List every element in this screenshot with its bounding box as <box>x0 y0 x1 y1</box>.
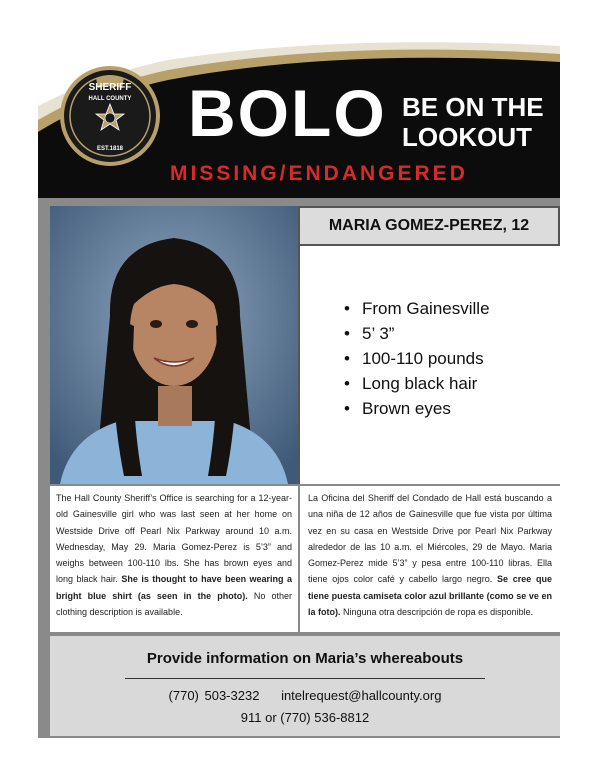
phone-number: (770) 503-3232 <box>168 688 260 703</box>
person-facts <box>298 246 560 484</box>
svg-text:EST.1818: EST.1818 <box>96 146 124 152</box>
sheriff-badge-icon <box>60 66 160 166</box>
person-name: MARIA GOMEZ-PEREZ, 12 <box>328 217 530 234</box>
emergency-phone: 911 or (770) 536-8812 <box>240 710 370 725</box>
call-to-action: Provide information on Maria’s whereabouts <box>146 650 464 667</box>
be-on-the-lookout <box>402 92 544 152</box>
be-on-the-label: BE ON THE <box>402 92 544 122</box>
bolo-flyer <box>38 40 560 738</box>
bullet-icon: • <box>344 349 350 368</box>
english-description: The Hall County Sheriff’s Office is searching for a 12-year-old Gainesville girl who was last seen at her home on Westside Drive off Pearl Nix Parkway around 10 a.m. Wednesday, May 29. Maria Gomez-Perez is 5’3” and weighs between 100-110 lbs. She has brown eyes and long black hair. She is thought to have been wearing a bright blue shirt (as seen in the photo). No other clothing description is available. <box>50 486 298 632</box>
fact-hometown: • From Gainesville <box>344 296 490 321</box>
person-name-box <box>298 206 560 246</box>
email-address: intelrequest@hallcounty.org <box>281 688 442 703</box>
contact-footer <box>50 636 560 736</box>
bolo-title: BOLO <box>188 76 387 150</box>
contact-line-1 <box>50 688 560 703</box>
fact-weight: • 100-110 pounds <box>344 346 490 371</box>
lookout-label: LOOKOUT <box>402 122 532 152</box>
status-banner: MISSING/ENDANGERED <box>170 162 468 185</box>
bullet-icon: • <box>344 374 350 393</box>
svg-text:HALL COUNTY: HALL COUNTY <box>88 96 132 102</box>
spanish-description: La Oficina del Sheriff del Condado de Hall está buscando a una niña de 12 años de Gainesville que fue vista por última vez en su casa en Westside Drive por Pearl Nix Parkway alrededor de las 10 a.m. el Miércoles, 29 de Mayo. Maria Gomez-Perez mide 5’3” y pesa entre 100-110 libras. Ella tiene ojos color café y cabello largo negro. Se cree que tiene puesta camiseta color azul brillante (como se ve en la foto). Ninguna otra descripción de ropa es disponible. <box>300 486 560 632</box>
bullet-icon: • <box>344 324 350 343</box>
bullet-icon: • <box>344 399 350 418</box>
fact-hair: • Long black hair <box>344 371 490 396</box>
header <box>38 40 560 198</box>
divider <box>125 678 485 679</box>
fact-height: • 5’ 3” <box>344 321 490 346</box>
facts-list <box>344 296 490 421</box>
missing-person-photo <box>50 206 298 484</box>
bullet-icon: • <box>344 299 350 318</box>
fact-eyes: • Brown eyes <box>344 396 490 421</box>
svg-text:SHERIFF: SHERIFF <box>88 82 132 93</box>
